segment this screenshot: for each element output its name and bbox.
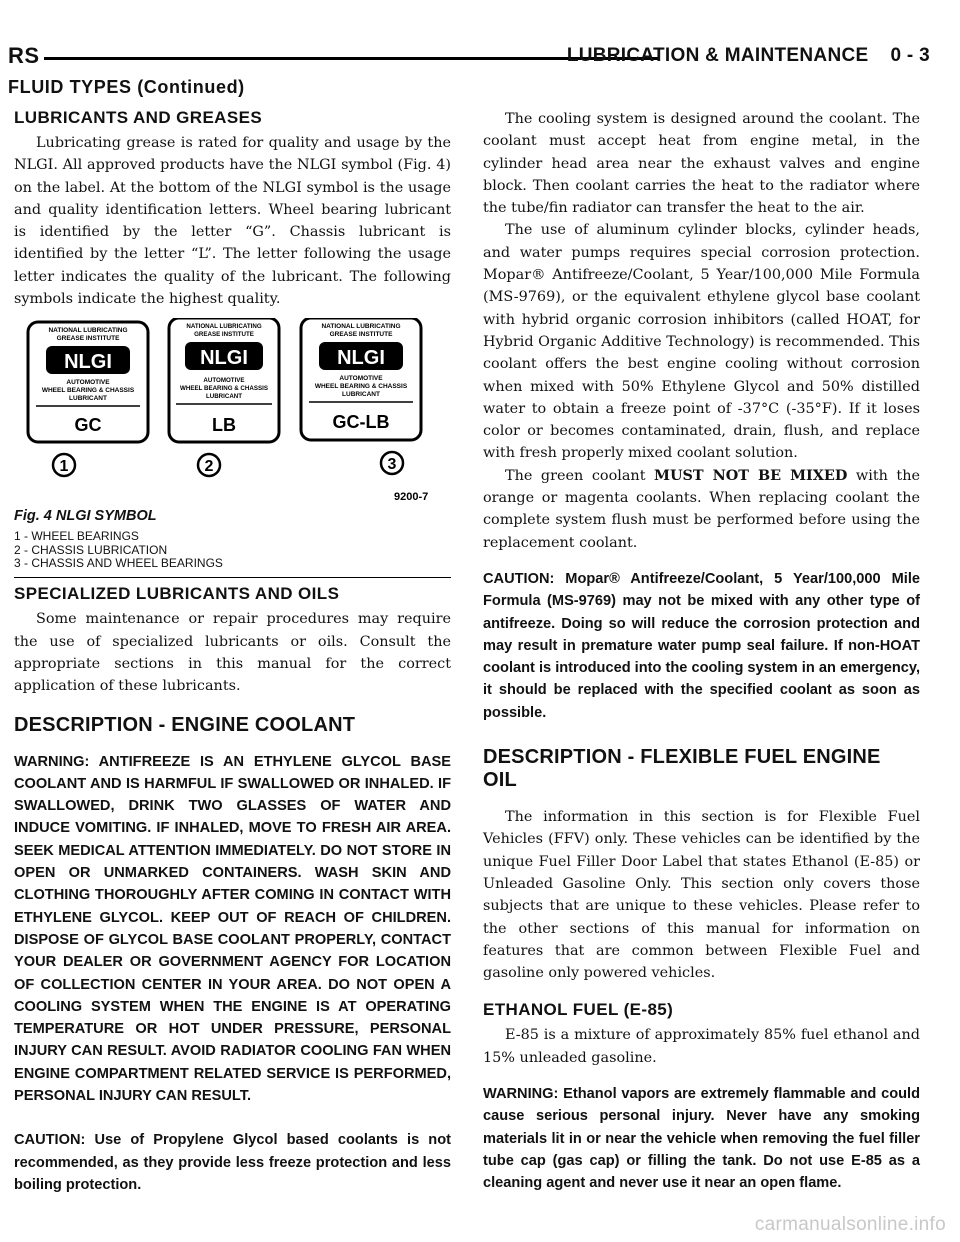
badge-1-mid2: WHEEL BEARING & CHASSIS (41, 387, 135, 395)
badge-1-mark: NLGI (64, 351, 112, 374)
badge-3-code: GC-LB (332, 412, 390, 433)
badge-3-mark: NLGI (337, 347, 385, 370)
page-header (0, 43, 960, 73)
badge-2-top2: GREASE INSTITUTE (194, 331, 254, 339)
figure-rule (14, 577, 451, 578)
badge-1-mid1: AUTOMOTIVE (66, 379, 110, 387)
badge-3-mid1: AUTOMOTIVE (339, 375, 383, 383)
mopar-caution: CAUTION: Mopar® Antifreeze/Coolant, 5 Year/100,000 Mile Formula (MS-9769) may not be mixed with any other type of antifreeze. Doing so will reduce the corrosion protection and may result in premature water pump seal failure. If non-HOAT coolant is introduced into the cooling system in an emergency, it should be replaced with the specified coolant as soon as possible. (483, 570, 920, 721)
right-column (483, 108, 920, 1194)
badge-3-top2: GREASE INSTITUTE (329, 331, 393, 339)
specialized-paragraph: Some maintenance or repair procedures may require the use of specialized lubricants or oils. Consult the appropriate sections in this manual for the correct application of these lubricants. (14, 611, 451, 695)
flex-fuel-heading: DESCRIPTION - FLEXIBLE FUEL ENGINE OIL (483, 746, 881, 792)
badge-2-mid2: WHEEL BEARING & CHASSIS (180, 385, 268, 393)
badge-3-top1: NATIONAL LUBRICATING (321, 323, 401, 331)
badge-1-code: GC (74, 415, 102, 436)
badge-1-top2: GREASE INSTITUTE (56, 335, 120, 343)
para3-lead: The green coolant (505, 467, 655, 484)
para3-emphasis: MUST NOT BE MIXED (654, 466, 848, 484)
badge-2-top1: NATIONAL LUBRICATING (186, 323, 262, 331)
nlgi-figure (14, 318, 451, 571)
page-number: 0 - 3 (890, 45, 930, 66)
watermark: carmanualsonline.info (754, 1214, 946, 1235)
nlgi-badge-1 (28, 322, 148, 476)
figure-caption (14, 508, 451, 578)
header-title (567, 45, 930, 67)
callout-2: 2 (204, 458, 214, 476)
lubricants-paragraph: Lubricating grease is rated for quality and usage by the NLGI. All approved products have the NLGI symbol (Fig. 4) on the label. At the bottom of the NLGI symbol is the usage and quality identification letters. Wheel bearing lubricant is identified by the letter “G”. Chassis lubricant is identified by the letter “L”. The letter following the usage letter indicates the quality of the lubricant. The following symbols indicate the highest quality. (14, 135, 451, 308)
legend-item: 2 - CHASSIS LUBRICATION (14, 542, 168, 557)
badge-3-mid3: LUBRICANT (342, 391, 380, 399)
badge-1-top1: NATIONAL LUBRICATING (48, 327, 128, 335)
para3-tail: with the orange or magenta coolants. When replacing coolant the complete system flush must be performed before using the replacement coolant. (483, 467, 920, 551)
badge-2-code: LB (212, 415, 236, 436)
figure-id: 9200-7 (394, 491, 429, 504)
specialized-heading: SPECIALIZED LUBRICANTS AND OILS (14, 584, 340, 604)
badge-2-mid3: LUBRICANT (205, 393, 243, 401)
lubricants-heading: LUBRICANTS AND GREASES (14, 108, 263, 127)
ethanol-paragraph: E-85 is a mixture of approximately 85% fuel ethanol and 15% unleaded gasoline. (483, 1027, 920, 1066)
badge-2-mid1: AUTOMOTIVE (203, 377, 245, 385)
callout-3: 3 (387, 456, 397, 474)
header-section-code: RS (8, 43, 40, 68)
figure-title: Fig. 4 NLGI SYMBOL (14, 508, 157, 525)
left-column (14, 108, 451, 1196)
nlgi-badge-2 (169, 318, 279, 476)
coolant-warning: WARNING: ANTIFREEZE IS AN ETHYLENE GLYCOL BASE COOLANT AND IS HARMFUL IF SWALLOWED OR INHALED. IF SWALLOWED, DRINK TWO GLASSES OF WATER AND INDUCE VOMITING. IF INHALED, MOVE TO FRESH AIR AREA. SEEK MEDICAL ATTENTION IMMEDIATELY. DO NOT STORE IN OPEN OR UNMARKED CONTAINERS. WASH SKIN AND CLOTHING THOROUGHLY AFTER COMING IN CONTACT WITH ETHYLENE GLYCOL. KEEP OUT OF REACH OF CHILDREN. DISPOSE OF GLYCOL BASE COOLANT PROPERLY, CONTACT YOUR DEALER OR GOVERNMENT AGENCY FOR LOCATION OF COLLECTION CENTER IN YOUR AREA. DO NOT OPEN A COOLING SYSTEM WHEN THE ENGINE IS AT OPERATING TEMPERATURE OR HOT UNDER PRESSURE, PERSONAL INJURY CAN RESULT. AVOID RADIATOR COOLING FAN WHEN ENGINE COMPARTMENT RELATED SERVICE IS PERFORMED, PERSONAL INJURY CAN RESULT. (14, 753, 451, 1105)
section-continued-title: FLUID TYPES (Continued) (8, 77, 245, 97)
coolant-para-1: The cooling system is designed around the coolant. The coolant must accept heat from engine metal, in the cylinder head area near the exhaust valves and engine block. Then coolant carries the heat to the radiator where the tube/fin radiator can transfer the heat to the air. (483, 111, 920, 217)
flex-fuel-paragraph: The information in this section is for Flexible Fuel Vehicles (FFV) only. These vehicles can be identified by the unique Fuel Filler Door Label that states Ethanol (E-85) or Unleaded Gasoline Only. This section only covers those subjects that are unique to these vehicles. Please refer to the other sections of this manual for information on features that are common between Flexible Fuel and gasoline only powered vehicles. (483, 809, 920, 982)
ethanol-warning: WARNING: Ethanol vapors are extremely flammable and could cause serious personal injury. Never have any smoking materials lit in or near the vehicle when removing the fuel filler tube cap (gas cap) or filling the tank. Do not use E-85 as a cleaning agent and never use it near an open flame. (483, 1085, 920, 1192)
coolant-caution: CAUTION: Use of Propylene Glycol based coolants is not recommended, as they provide less freeze protection and less boiling protection. (14, 1132, 451, 1193)
coolant-para-3 (483, 465, 920, 554)
badge-1-mid3: LUBRICANT (69, 395, 107, 403)
coolant-heading: DESCRIPTION - ENGINE COOLANT (14, 713, 356, 736)
legend-item: 3 - CHASSIS AND WHEEL BEARINGS (14, 556, 223, 571)
callout-1: 1 (59, 458, 69, 476)
nlgi-symbol-drawing (26, 318, 446, 508)
ethanol-heading: ETHANOL FUEL (E-85) (483, 1000, 674, 1020)
header-chapter: LUBRICATION & MAINTENANCE (566, 45, 869, 66)
coolant-para-2: The use of aluminum cylinder blocks, cylinder heads, and water pumps requires special corrosion protection. Mopar® Antifreeze/Coolant, 5 Year/100,000 Mile Formula (MS-9769), or the equivalent ethylene glycol base coolant with hybrid organic corrosion inhibitors (called HOAT, for Hybrid Organic Additive Technology) is recommended. This coolant offers the best engine cooling without corrosion when mixed with 50% Ethylene Glycol and 50% distilled water to obtain a freeze point of -37°C (-35°F). If it loses color or becomes contaminated, drain, flush, and replace with fresh properly mixed coolant solution. (483, 222, 920, 462)
badge-3-mid2: WHEEL BEARING & CHASSIS (314, 383, 408, 391)
nlgi-badge-3 (301, 318, 421, 474)
legend-item: 1 - WHEEL BEARINGS (14, 529, 139, 544)
badge-2-mark: NLGI (200, 347, 248, 370)
